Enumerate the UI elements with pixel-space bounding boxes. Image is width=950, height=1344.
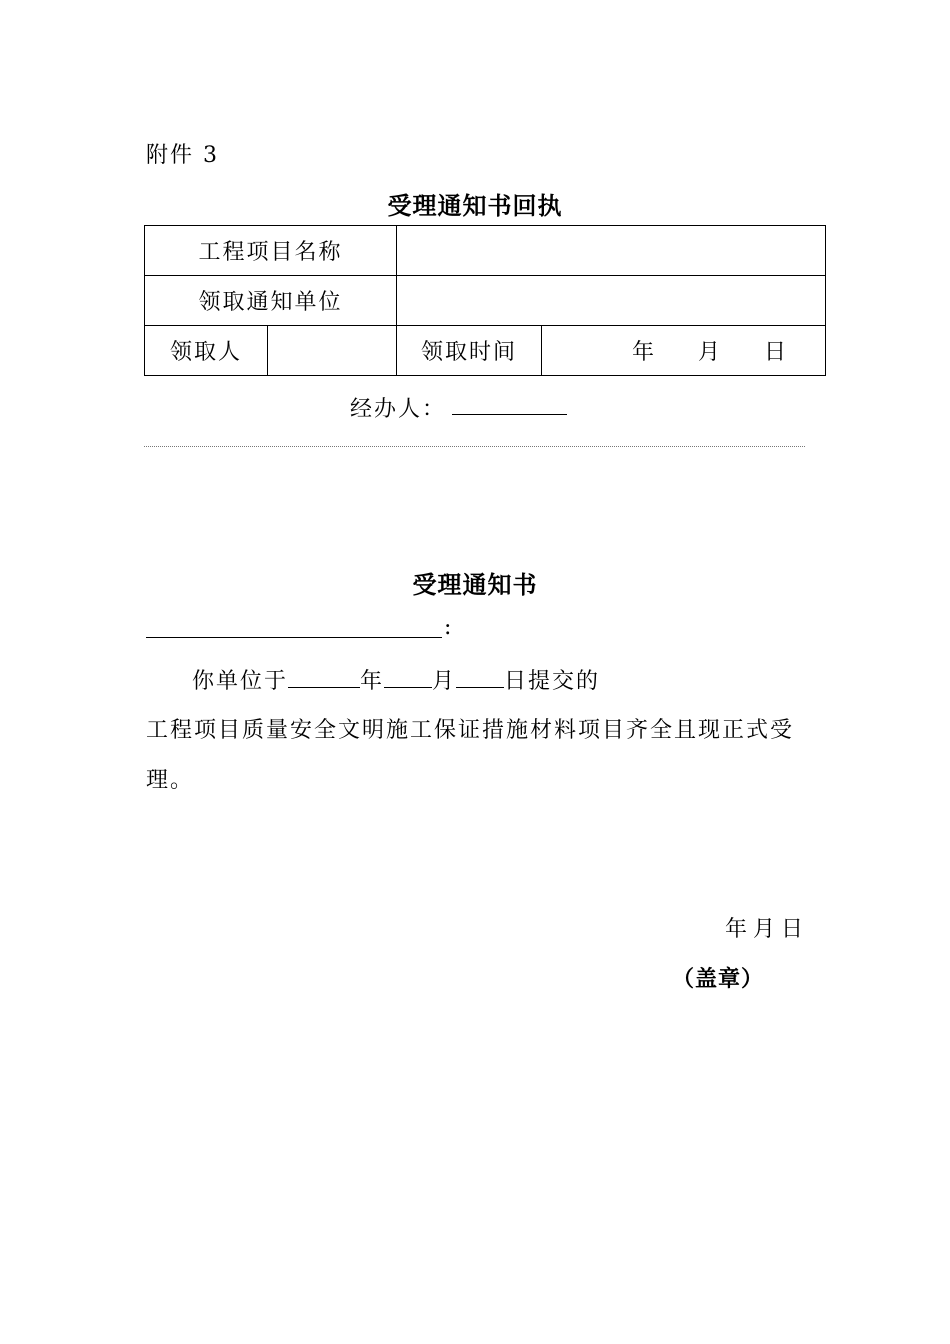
day-label: 日 [764, 340, 789, 365]
day-blank[interactable] [456, 665, 504, 688]
year-label: 年 [632, 340, 657, 365]
addressee-colon: : [444, 615, 452, 640]
month-label: 月 [698, 340, 723, 365]
receipt-table [144, 225, 826, 376]
cut-line-divider [144, 446, 805, 447]
date-signature: 年月日 [725, 917, 810, 942]
receipt-title: 受理通知书回执 [387, 192, 563, 220]
receipt-row-receiver [145, 326, 826, 376]
receiver-label: 领取人 [145, 326, 268, 376]
notice-body-line1 [192, 664, 600, 695]
receive-time-value[interactable] [542, 326, 826, 376]
receipt-row-unit [145, 276, 826, 326]
notice-body-line2: 工程项目质量安全文明施工保证措施材料项目齐全且现正式受 [146, 718, 795, 743]
notice-body-line3: 理。 [146, 768, 195, 793]
notice-title: 受理通知书 [412, 571, 538, 599]
receiving-unit-value[interactable] [397, 276, 826, 326]
month-blank[interactable] [384, 665, 432, 688]
handler-label: 经办人： [350, 397, 447, 422]
receive-time-label: 领取时间 [397, 326, 542, 376]
addressee-blank-line[interactable] [146, 637, 442, 638]
attachment-label: 附件 3 [146, 143, 219, 168]
line1-prefix: 你单位于 [192, 669, 289, 694]
project-name-label: 工程项目名称 [145, 226, 397, 276]
project-name-value[interactable] [397, 226, 826, 276]
line1-suffix: 日提交的 [504, 669, 601, 694]
receipt-row-project [145, 226, 826, 276]
year-blank[interactable] [288, 665, 360, 688]
line1-year: 年 [360, 669, 385, 694]
handler-signature-line[interactable] [452, 414, 567, 415]
receiver-value[interactable] [268, 326, 397, 376]
receiving-unit-label: 领取通知单位 [145, 276, 397, 326]
seal-label: （盖章） [672, 967, 765, 992]
line1-month: 月 [432, 669, 457, 694]
